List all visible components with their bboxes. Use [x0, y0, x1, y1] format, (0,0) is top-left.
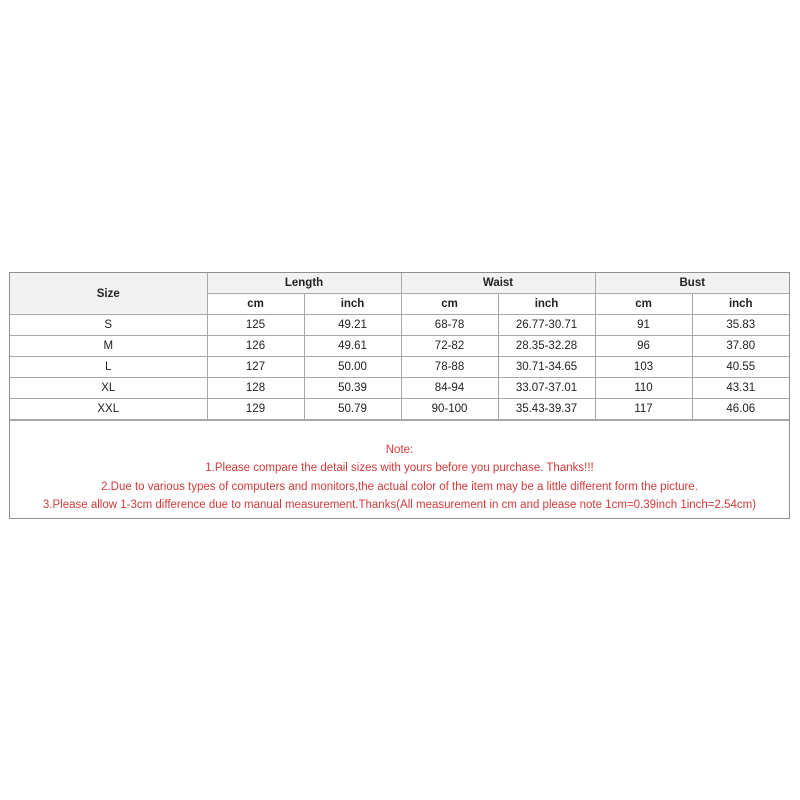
table-row: [10, 315, 789, 336]
size-cell: XXL: [10, 399, 207, 420]
length-inch-header: inch: [304, 294, 401, 315]
length-cm-cell: 128: [207, 378, 304, 399]
bust-inch-cell: 35.83: [692, 315, 789, 336]
waist-group-header: Waist: [401, 273, 595, 294]
length-inch-cell: 49.21: [304, 315, 401, 336]
waist-cm-cell: 78-88: [401, 357, 498, 378]
bust-cm-cell: 91: [595, 315, 692, 336]
length-cm-cell: 127: [207, 357, 304, 378]
note-line-2: 2.Due to various types of computers and monitors,the actual color of the item may be a little different form the picture.: [101, 480, 698, 493]
bust-inch-cell: 43.31: [692, 378, 789, 399]
waist-cm-cell: 90-100: [401, 399, 498, 420]
size-cell: XL: [10, 378, 207, 399]
notes-title: Note:: [385, 444, 414, 456]
length-cm-header: cm: [207, 294, 304, 315]
length-cm-cell: 126: [207, 336, 304, 357]
table-row: [10, 399, 789, 420]
waist-cm-cell: 68-78: [401, 315, 498, 336]
table-row: [10, 378, 789, 399]
table-row: [10, 336, 789, 357]
waist-inch-header: inch: [498, 294, 595, 315]
size-table: [10, 273, 789, 420]
bust-cm-cell: 96: [595, 336, 692, 357]
length-inch-cell: 49.61: [304, 336, 401, 357]
waist-cm-cell: 84-94: [401, 378, 498, 399]
waist-inch-cell: 33.07-37.01: [498, 378, 595, 399]
length-inch-cell: 50.00: [304, 357, 401, 378]
size-cell: M: [10, 336, 207, 357]
size-cell: S: [10, 315, 207, 336]
bust-inch-cell: 46.06: [692, 399, 789, 420]
length-cm-cell: 129: [207, 399, 304, 420]
waist-cm-cell: 72-82: [401, 336, 498, 357]
bust-cm-cell: 110: [595, 378, 692, 399]
size-column-header: Size: [10, 273, 207, 315]
notes-section: [10, 420, 789, 518]
length-group-header: Length: [207, 273, 401, 294]
bust-inch-cell: 37.80: [692, 336, 789, 357]
bust-cm-header: cm: [595, 294, 692, 315]
waist-inch-cell: 30.71-34.65: [498, 357, 595, 378]
bust-cm-cell: 117: [595, 399, 692, 420]
waist-cm-header: cm: [401, 294, 498, 315]
length-inch-cell: 50.39: [304, 378, 401, 399]
bust-inch-cell: 40.55: [692, 357, 789, 378]
length-cm-cell: 125: [207, 315, 304, 336]
note-line-3: 3.Please allow 1-3cm difference due to manual measurement.Thanks(All measurement in cm and please note 1cm=0.39inch 1inch=2.54cm): [42, 498, 757, 511]
waist-inch-cell: 28.35-32.28: [498, 336, 595, 357]
table-row: [10, 357, 789, 378]
size-chart: [9, 272, 790, 519]
waist-inch-cell: 35.43-39.37: [498, 399, 595, 420]
size-cell: L: [10, 357, 207, 378]
bust-group-header: Bust: [595, 273, 789, 294]
bust-inch-header: inch: [692, 294, 789, 315]
note-line-1: 1.Please compare the detail sizes with yours before you purchase. Thanks!!!: [205, 462, 594, 475]
group-header-row: [10, 273, 789, 294]
bust-cm-cell: 103: [595, 357, 692, 378]
waist-inch-cell: 26.77-30.71: [498, 315, 595, 336]
length-inch-cell: 50.79: [304, 399, 401, 420]
